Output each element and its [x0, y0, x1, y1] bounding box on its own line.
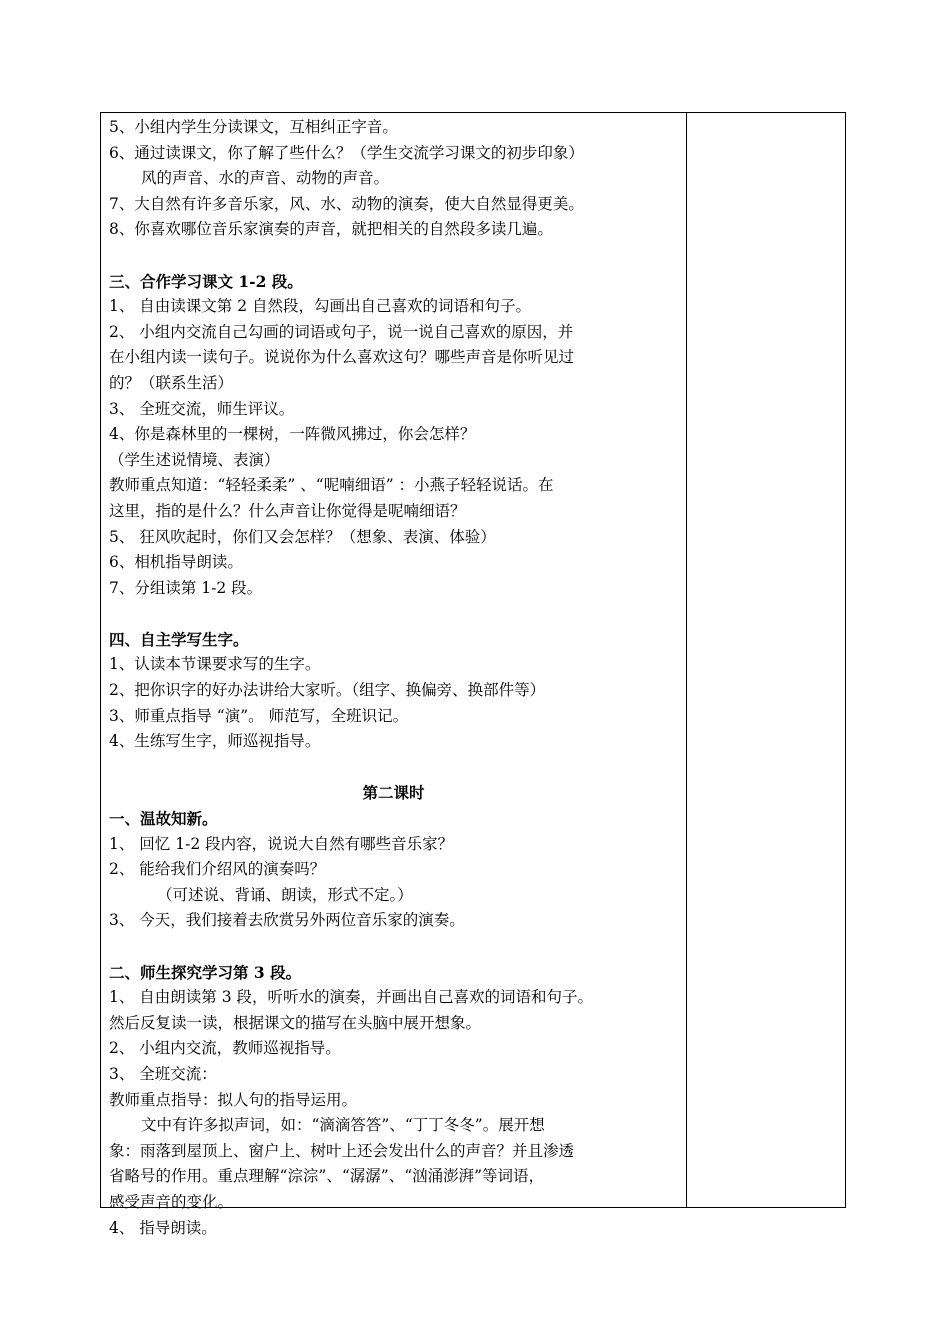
- text-line: 1、 自由读课文第 2 自然段，勾画出自己喜欢的词语和句子。: [109, 297, 532, 316]
- text-line: 这里，指的是什么？什么声音让你觉得是呢喃细语？: [109, 501, 466, 520]
- section-heading: 三、合作学习课文 1-2 段。: [109, 271, 303, 291]
- text-line: 的？（联系生活）: [109, 373, 234, 392]
- text-line: 1、 回忆 1-2 段内容，说说大自然有哪些音乐家？: [109, 834, 454, 853]
- lesson-plan-table: [100, 112, 846, 1237]
- text-line: 7、大自然有许多音乐家，风、水、动物的演奏，使大自然显得更美。: [109, 194, 584, 213]
- text-line: 2、把你识字的好办法讲给大家听。（组字、换偏旁、换部件等）: [109, 681, 546, 700]
- blank-line: [109, 934, 678, 960]
- blank-line: [109, 755, 678, 781]
- text-line: 在小组内读一读句子。说说你为什么喜欢这句？哪些声音是你听见过: [109, 348, 575, 367]
- text-line: 教师重点指导：拟人句的指导运用。: [109, 1090, 358, 1109]
- section-heading: 第二课时: [362, 783, 425, 803]
- text-line: 风的声音、水的声音、动物的声音。: [141, 169, 390, 188]
- text-line: 3、 今天，我们接着去欣赏另外两位音乐家的演奏。: [109, 911, 465, 930]
- text-line: 教师重点知道：“轻轻柔柔” 、“呢喃细语” ：小燕子轻轻说话。在: [109, 476, 554, 495]
- section-heading: 一、温故知新。: [109, 809, 218, 829]
- text-line: 6、相机指导朗读。: [109, 553, 243, 572]
- text-line: 3、师重点指导 “演”。 师范写，全班识记。: [109, 706, 409, 725]
- text-line: 3、 全班交流：: [109, 1064, 217, 1083]
- text-line: 3、 全班交流，师生评议。: [109, 399, 295, 418]
- text-line: （可述说、背诵、朗读，形式不定。）: [157, 885, 413, 904]
- text-line: 4、你是森林里的一棵树，一阵微风拂过，你会怎样？: [109, 425, 476, 444]
- text-line: 象：雨落到屋顶上、窗户上、树叶上还会发出什么的声音？并且渗透: [109, 1141, 575, 1160]
- text-line: 文中有许多拟声词，如：“滴滴答答”、“丁丁冬冬”。展开想: [141, 1116, 545, 1135]
- text-line: 然后反复读一读，根据课文的描写在头脑中展开想象。: [109, 1013, 482, 1032]
- text-line: （学生述说情境、表演）: [109, 450, 280, 469]
- text-line: 2、 小组内交流，教师巡视指导。: [109, 1039, 341, 1058]
- lesson-content-column: [101, 113, 687, 1237]
- text-line: 7、分组读第 1-2 段。: [109, 578, 263, 597]
- text-line: 5、 狂风吹起时，你们又会怎样？（想象、表演、体验）: [109, 527, 496, 546]
- text-line: 6、通过读课文，你了解了些什么？（学生交流学习课文的初步印象）: [109, 143, 584, 162]
- text-line: 2、 小组内交流自己勾画的词语或句子，说一说自己喜欢的原因，并: [109, 322, 574, 341]
- text-line: 2、 能给我们介绍风的演奏吗？: [109, 860, 326, 879]
- text-line: 省略号的作用。重点理解“淙淙”、“潺潺”、“汹涌澎湃”等词语，: [109, 1167, 545, 1186]
- text-line: 4、生练写生字，师巡视指导。: [109, 732, 321, 751]
- text-line: 8、你喜欢哪位音乐家演奏的声音，就把相关的自然段多读几遍。: [109, 220, 553, 239]
- text-line: 5、小组内学生分读课文，互相纠正字音。: [109, 118, 398, 136]
- section-heading: 四、自主学写生字。: [109, 629, 249, 649]
- blank-line: [109, 243, 678, 269]
- text-line: 1、认读本节课要求写的生字。: [109, 655, 321, 674]
- blank-line: [109, 601, 678, 627]
- text-line: 1、 自由朗读第 3 段，听听水的演奏，并画出自己喜欢的词语和句子。: [109, 988, 594, 1007]
- section-heading: 二、师生探究学习第 3 段。: [109, 962, 302, 982]
- text-line: 感受声音的变化。: [109, 1192, 234, 1211]
- text-line: 4、 指导朗读。: [109, 1218, 217, 1237]
- notes-column: [687, 113, 845, 1207]
